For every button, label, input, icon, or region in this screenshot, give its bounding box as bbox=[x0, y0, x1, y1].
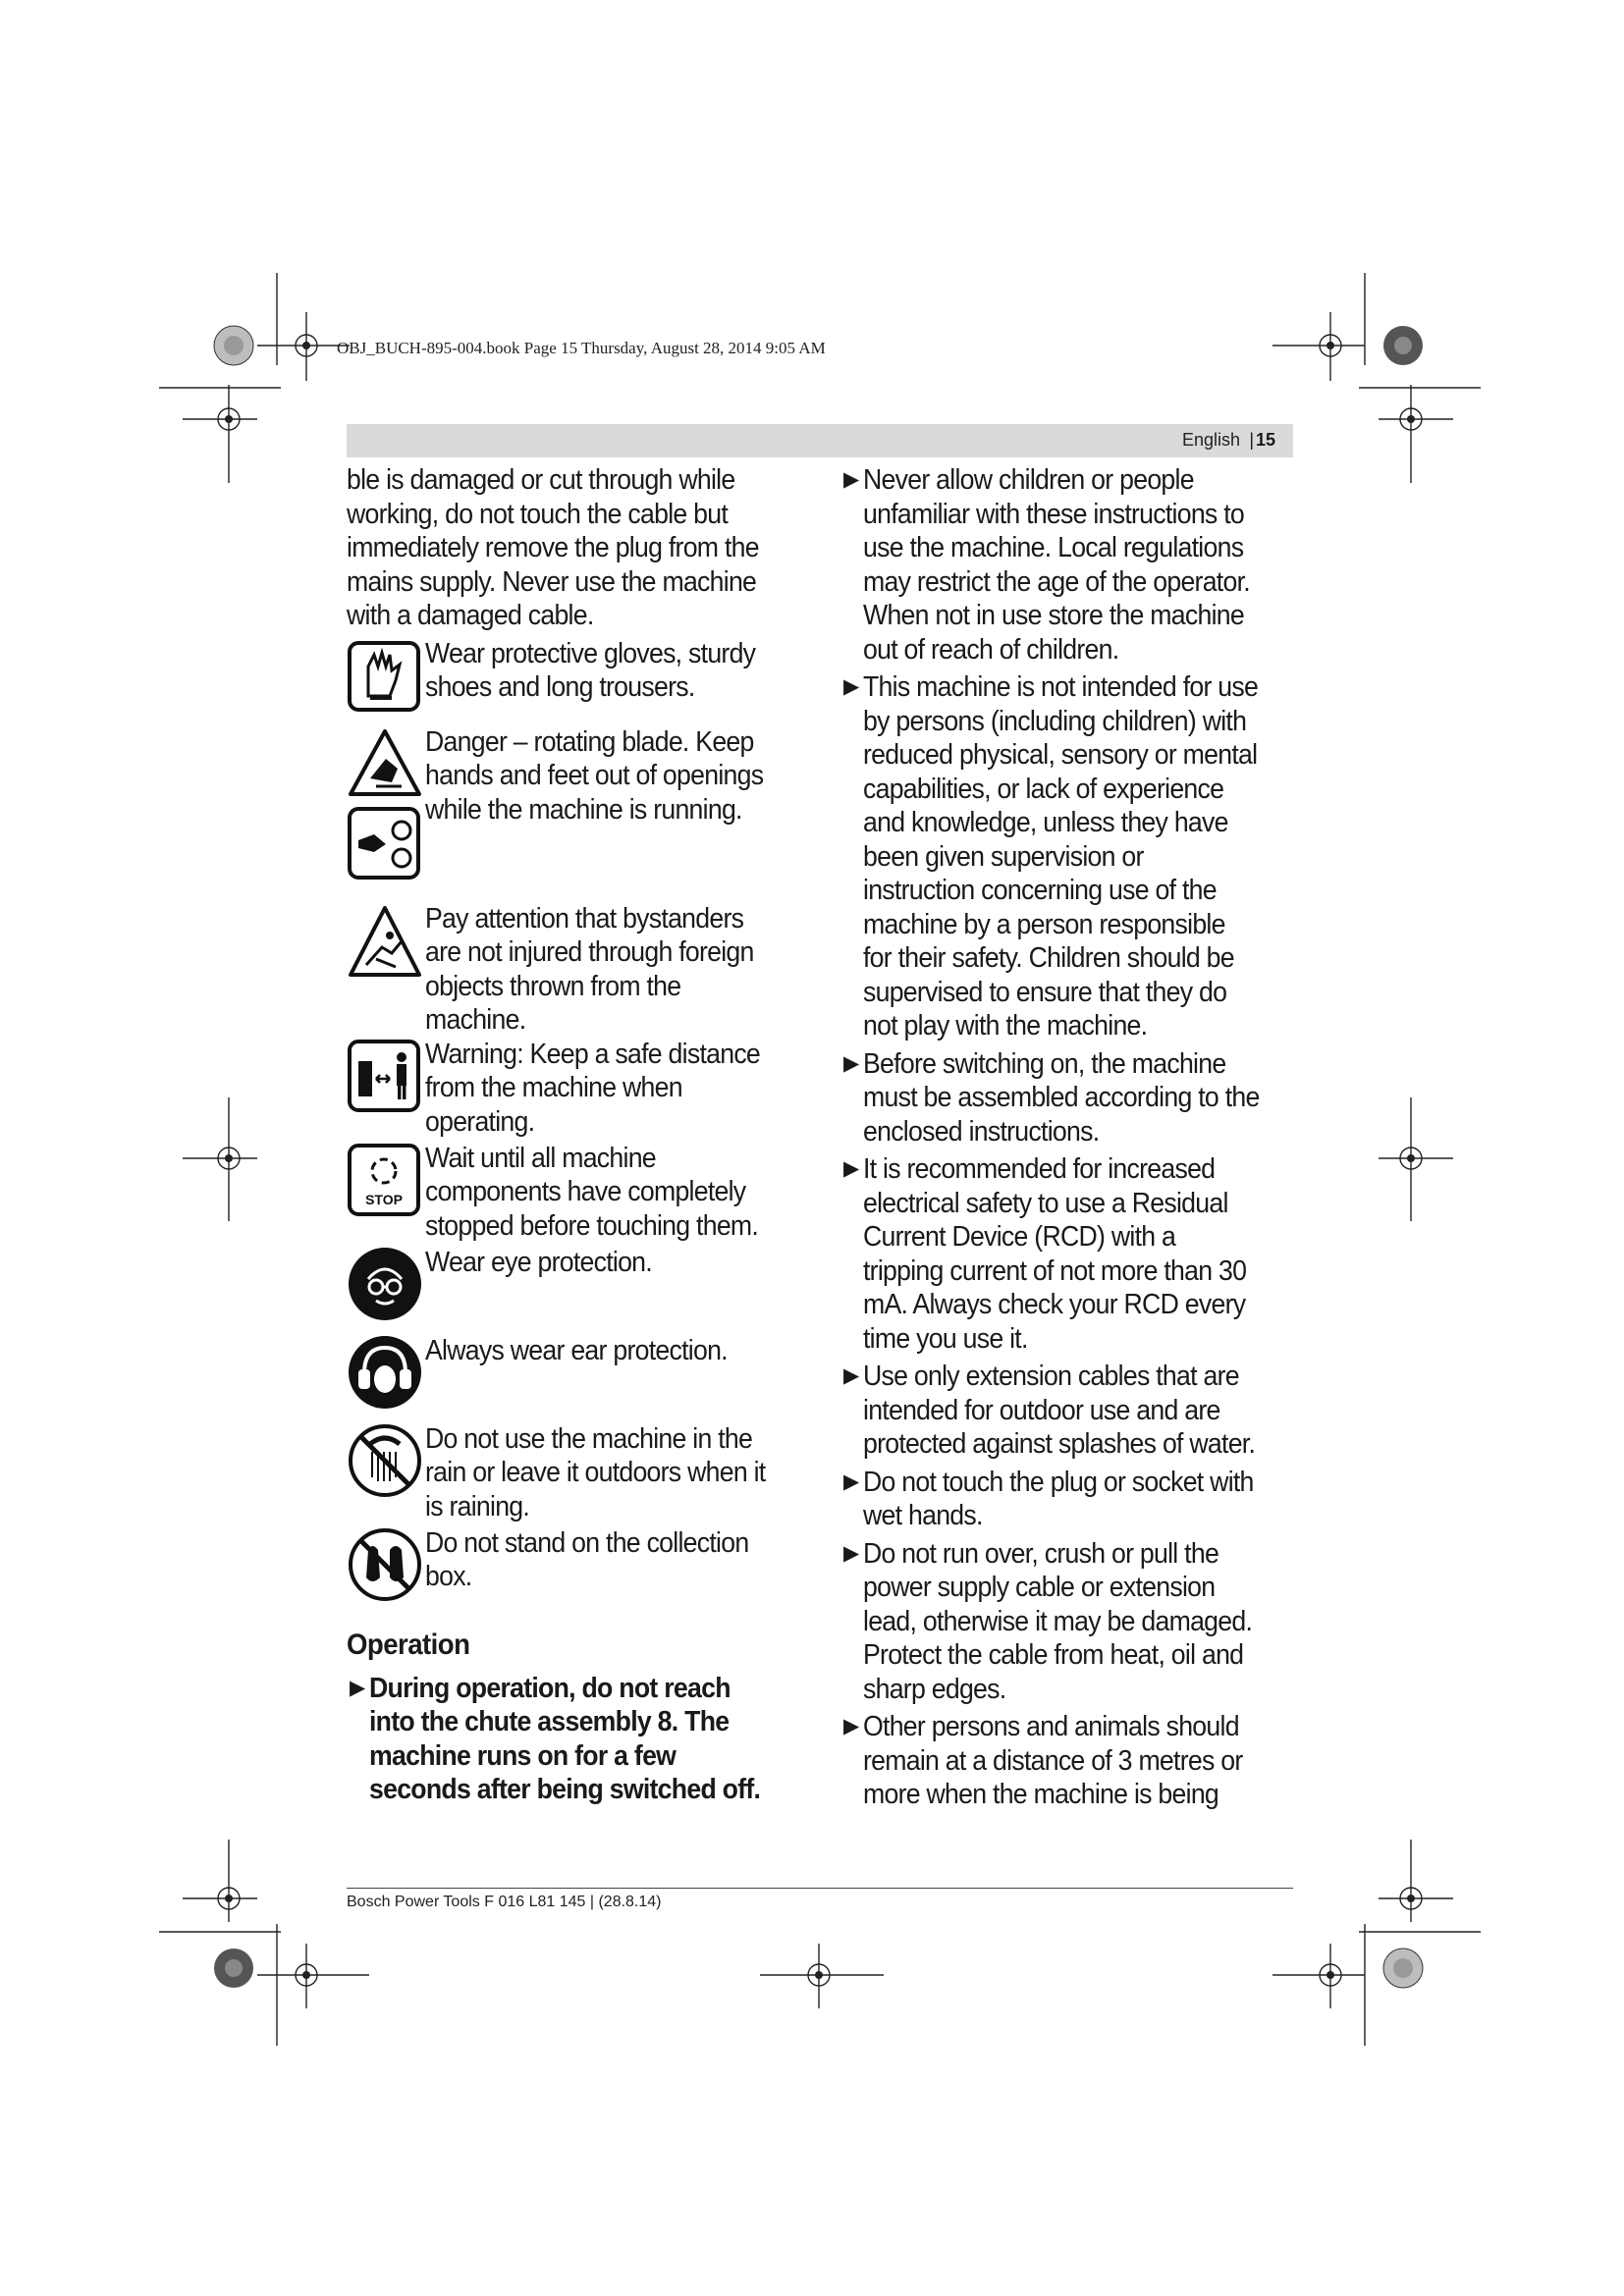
page-header-bar bbox=[347, 424, 1293, 457]
symbol-row bbox=[347, 1526, 800, 1607]
list-item bbox=[840, 1537, 1294, 1707]
thrown-objects-warning-icon bbox=[347, 902, 425, 986]
bullet-triangle-icon: ▶ bbox=[843, 468, 860, 491]
symbol-row bbox=[347, 1142, 800, 1246]
no-standing-icon bbox=[347, 1526, 425, 1608]
ear-protection-icon bbox=[347, 1334, 425, 1415]
eye-protection-icon bbox=[347, 1246, 425, 1327]
bullet-text: This machine is not intended for use by persons (including children) with reduced physical, sensory or mental capabilities, or lack of experience and knowledge, unless they have been given supervision or instruction concerning use of the machine by a person responsible for their safety. Children should be supervised to ensure that they do not play with the machine. bbox=[863, 671, 1259, 1041]
blade-opening-icon bbox=[347, 805, 425, 886]
symbol-text: Danger – rotating blade. Keep hands and feet out of openings while the machine is running. bbox=[425, 725, 764, 826]
symbol-text: Do not stand on the collection box. bbox=[425, 1526, 749, 1592]
bullet-text: Before switching on, the machine must be assembled according to the enclosed instructions. bbox=[863, 1047, 1260, 1148]
page-number: 15 bbox=[1255, 430, 1275, 450]
bullet-text: It is recommended for increased electrical safety to use a Residual Current Device (RCD) with a tripping current of not more than 30 mA. Always check your RCD every time you use it. bbox=[863, 1153, 1247, 1355]
symbol-row bbox=[347, 637, 800, 718]
list-item bbox=[840, 1466, 1294, 1533]
bullet-triangle-icon: ▶ bbox=[843, 1541, 860, 1565]
symbol-text: Warning: Keep a safe distance from the machine when operating. bbox=[425, 1038, 761, 1138]
symbol-text: Wear protective gloves, sturdy shoes and long trousers. bbox=[425, 637, 756, 703]
bullet-text: Do not run over, crush or pull the power supply cable or extension lead, otherwise it may be damaged. Protect the cable from heat, oil and sharp edges. bbox=[863, 1537, 1253, 1705]
symbol-text: Always wear ear protection. bbox=[425, 1334, 728, 1366]
symbol-row bbox=[347, 1038, 800, 1142]
bullet-text: Other persons and animals should remain at a distance of 3 metres or more when the machine is being bbox=[863, 1711, 1243, 1810]
bullet-text: During operation, do not reach into the chute assembly 8. The machine runs on for a few seconds after being switched off. bbox=[369, 1672, 761, 1805]
footer-text: Bosch Power Tools F 016 L81 145 | (28.8.14) bbox=[347, 1894, 662, 1910]
bullet-triangle-icon: ▶ bbox=[843, 1364, 860, 1387]
no-rain-icon bbox=[347, 1422, 425, 1504]
bullet-text: Do not touch the plug or socket with wet hands. bbox=[863, 1466, 1254, 1531]
symbol-text: Wear eye protection. bbox=[425, 1246, 652, 1278]
list-item bbox=[840, 1152, 1294, 1356]
header-language: English bbox=[1181, 430, 1240, 450]
bullet-triangle-icon: ▶ bbox=[843, 675, 860, 698]
bullet-triangle-icon: ▶ bbox=[843, 1469, 860, 1493]
stop-rotation-icon bbox=[347, 1142, 425, 1223]
gloves-icon bbox=[347, 637, 425, 719]
intro-paragraph: ble is damaged or cut through while working, do not touch the cable but immediately remove the plug from the mains supply. Never use the machine with a damaged cable. bbox=[347, 464, 759, 631]
bullet-triangle-icon: ▶ bbox=[843, 1715, 860, 1737]
bullet-text: Never allow children or people unfamiliar with these instructions to use the machine. Local regulations may restrict the age of the operator. When not in use store the machine out of reach of children. bbox=[863, 464, 1250, 666]
print-header: OBJ_BUCH-895-004.book Page 15 Thursday, August 28, 2014 9:05 AM bbox=[337, 339, 826, 357]
footer-rule bbox=[347, 1888, 1293, 1889]
operation-heading: Operation bbox=[347, 1628, 470, 1661]
symbol-row bbox=[347, 1246, 800, 1334]
safe-distance-icon bbox=[347, 1038, 425, 1119]
list-item bbox=[840, 1710, 1294, 1812]
list-item bbox=[840, 1360, 1294, 1462]
list-item bbox=[840, 1047, 1294, 1149]
list-item bbox=[840, 670, 1294, 1043]
symbol-text: Wait until all machine components have completely stopped before touching them. bbox=[425, 1142, 759, 1242]
left-column bbox=[347, 463, 800, 1807]
symbol-row bbox=[347, 1422, 800, 1526]
operation-bullet bbox=[347, 1672, 800, 1807]
bullet-triangle-icon: ▶ bbox=[843, 1051, 860, 1075]
bullet-triangle-icon: ▶ bbox=[350, 1676, 366, 1699]
stop-label: STOP bbox=[365, 1191, 403, 1207]
list-item bbox=[840, 463, 1294, 667]
symbol-text: Do not use the machine in the rain or leave it outdoors when it is raining. bbox=[425, 1422, 766, 1522]
header-separator: | bbox=[1249, 430, 1254, 450]
symbol-row bbox=[347, 725, 800, 892]
symbol-row bbox=[347, 902, 800, 1038]
symbol-row bbox=[347, 1334, 800, 1422]
right-column bbox=[840, 463, 1294, 1812]
bullet-triangle-icon: ▶ bbox=[843, 1157, 860, 1180]
bullet-text: Use only extension cables that are intended for outdoor use and are protected against splashes of water. bbox=[863, 1361, 1256, 1460]
rotating-blade-warning-icon bbox=[347, 725, 425, 805]
symbol-text: Pay attention that bystanders are not injured through foreign objects thrown from the machine. bbox=[425, 902, 754, 1036]
